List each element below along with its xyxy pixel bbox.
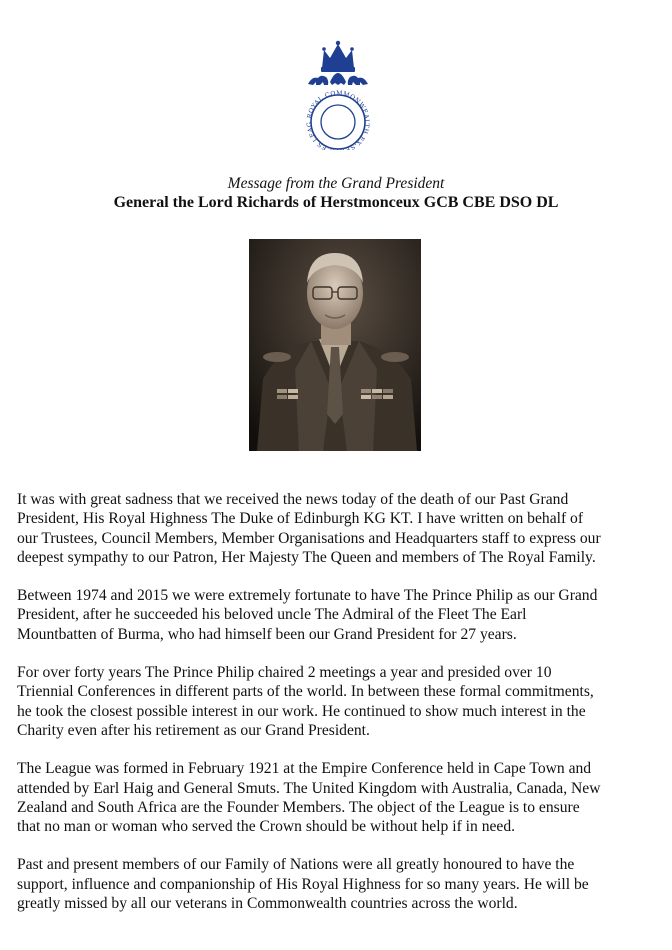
text-line: Charity even after his retirement as our Grand President. — [17, 721, 370, 739]
paragraph-4 — [17, 759, 657, 836]
crown-lions-emblem-icon — [300, 40, 376, 150]
paragraph-2 — [17, 586, 657, 644]
text-line: Zealand and South Africa are the Founder Members. The object of the League is to ensure — [17, 798, 580, 816]
portrait-photo — [249, 239, 421, 451]
text-line: Mountbatten of Burma, who had himself been our Grand President for 27 years. — [17, 625, 517, 643]
paragraph-1 — [17, 490, 657, 567]
text-line: President, His Royal Highness The Duke of Edinburgh KG KT. I have written on behalf of — [17, 510, 584, 528]
text-line: greatly missed by all our veterans in Commonwealth countries across the world. — [17, 895, 518, 913]
text-line: It was with great sadness that we received the news today of the death of our Past Grand — [17, 491, 569, 508]
page-title: General the Lord Richards of Herstmonceux GCB CBE DSO DL — [113, 194, 559, 211]
league-logo — [300, 40, 376, 150]
text-line: Between 1974 and 2015 we were extremely fortunate to have The Prince Philip as our Grand — [17, 587, 598, 605]
text-line: The League was formed in February 1921 at the Empire Conference held in Cape Town and — [17, 760, 592, 778]
text-line: Triennial Conferences in different parts of the world. In between these formal commitments, — [17, 683, 594, 701]
text-line: deepest sympathy to our Patron, Her Majesty The Queen and members of The Royal Family. — [17, 548, 596, 566]
message-subtitle: Message from the Grand President — [227, 175, 445, 192]
portrait-photo-icon — [249, 239, 421, 451]
svg-text:ROYAL COMMONWEALTH EX-SERVICES: ROYAL COMMONWEALTH EX-SE CES LEAG — [305, 89, 371, 150]
text-line: attended by Earl Haig and General Smuts. The United Kingdom with Australia, Canada, New — [17, 779, 601, 797]
text-line: support, influence and companionship of His Royal Highness for so many years. He will be — [17, 875, 589, 893]
text-line: that no man or woman who served the Crown should be without help if in need. — [17, 818, 516, 836]
message-body — [17, 490, 657, 932]
text-line: President, after he succeeded his beloved uncle The Admiral of the Fleet The Earl — [17, 606, 527, 624]
paragraph-3 — [17, 663, 657, 740]
text-line: Past and present members of our Family of Nations were all greatly honoured to have the — [17, 856, 575, 874]
text-line: he took the closest possible interest in our work. He continued to show much interest in the — [17, 702, 586, 720]
text-line: For over forty years The Prince Philip chaired 2 meetings a year and presided over 10 — [17, 664, 552, 682]
text-line: our Trustees, Council Members, Member Organisations and Headquarters staff to express our — [17, 529, 601, 547]
paragraph-5 — [17, 855, 657, 913]
